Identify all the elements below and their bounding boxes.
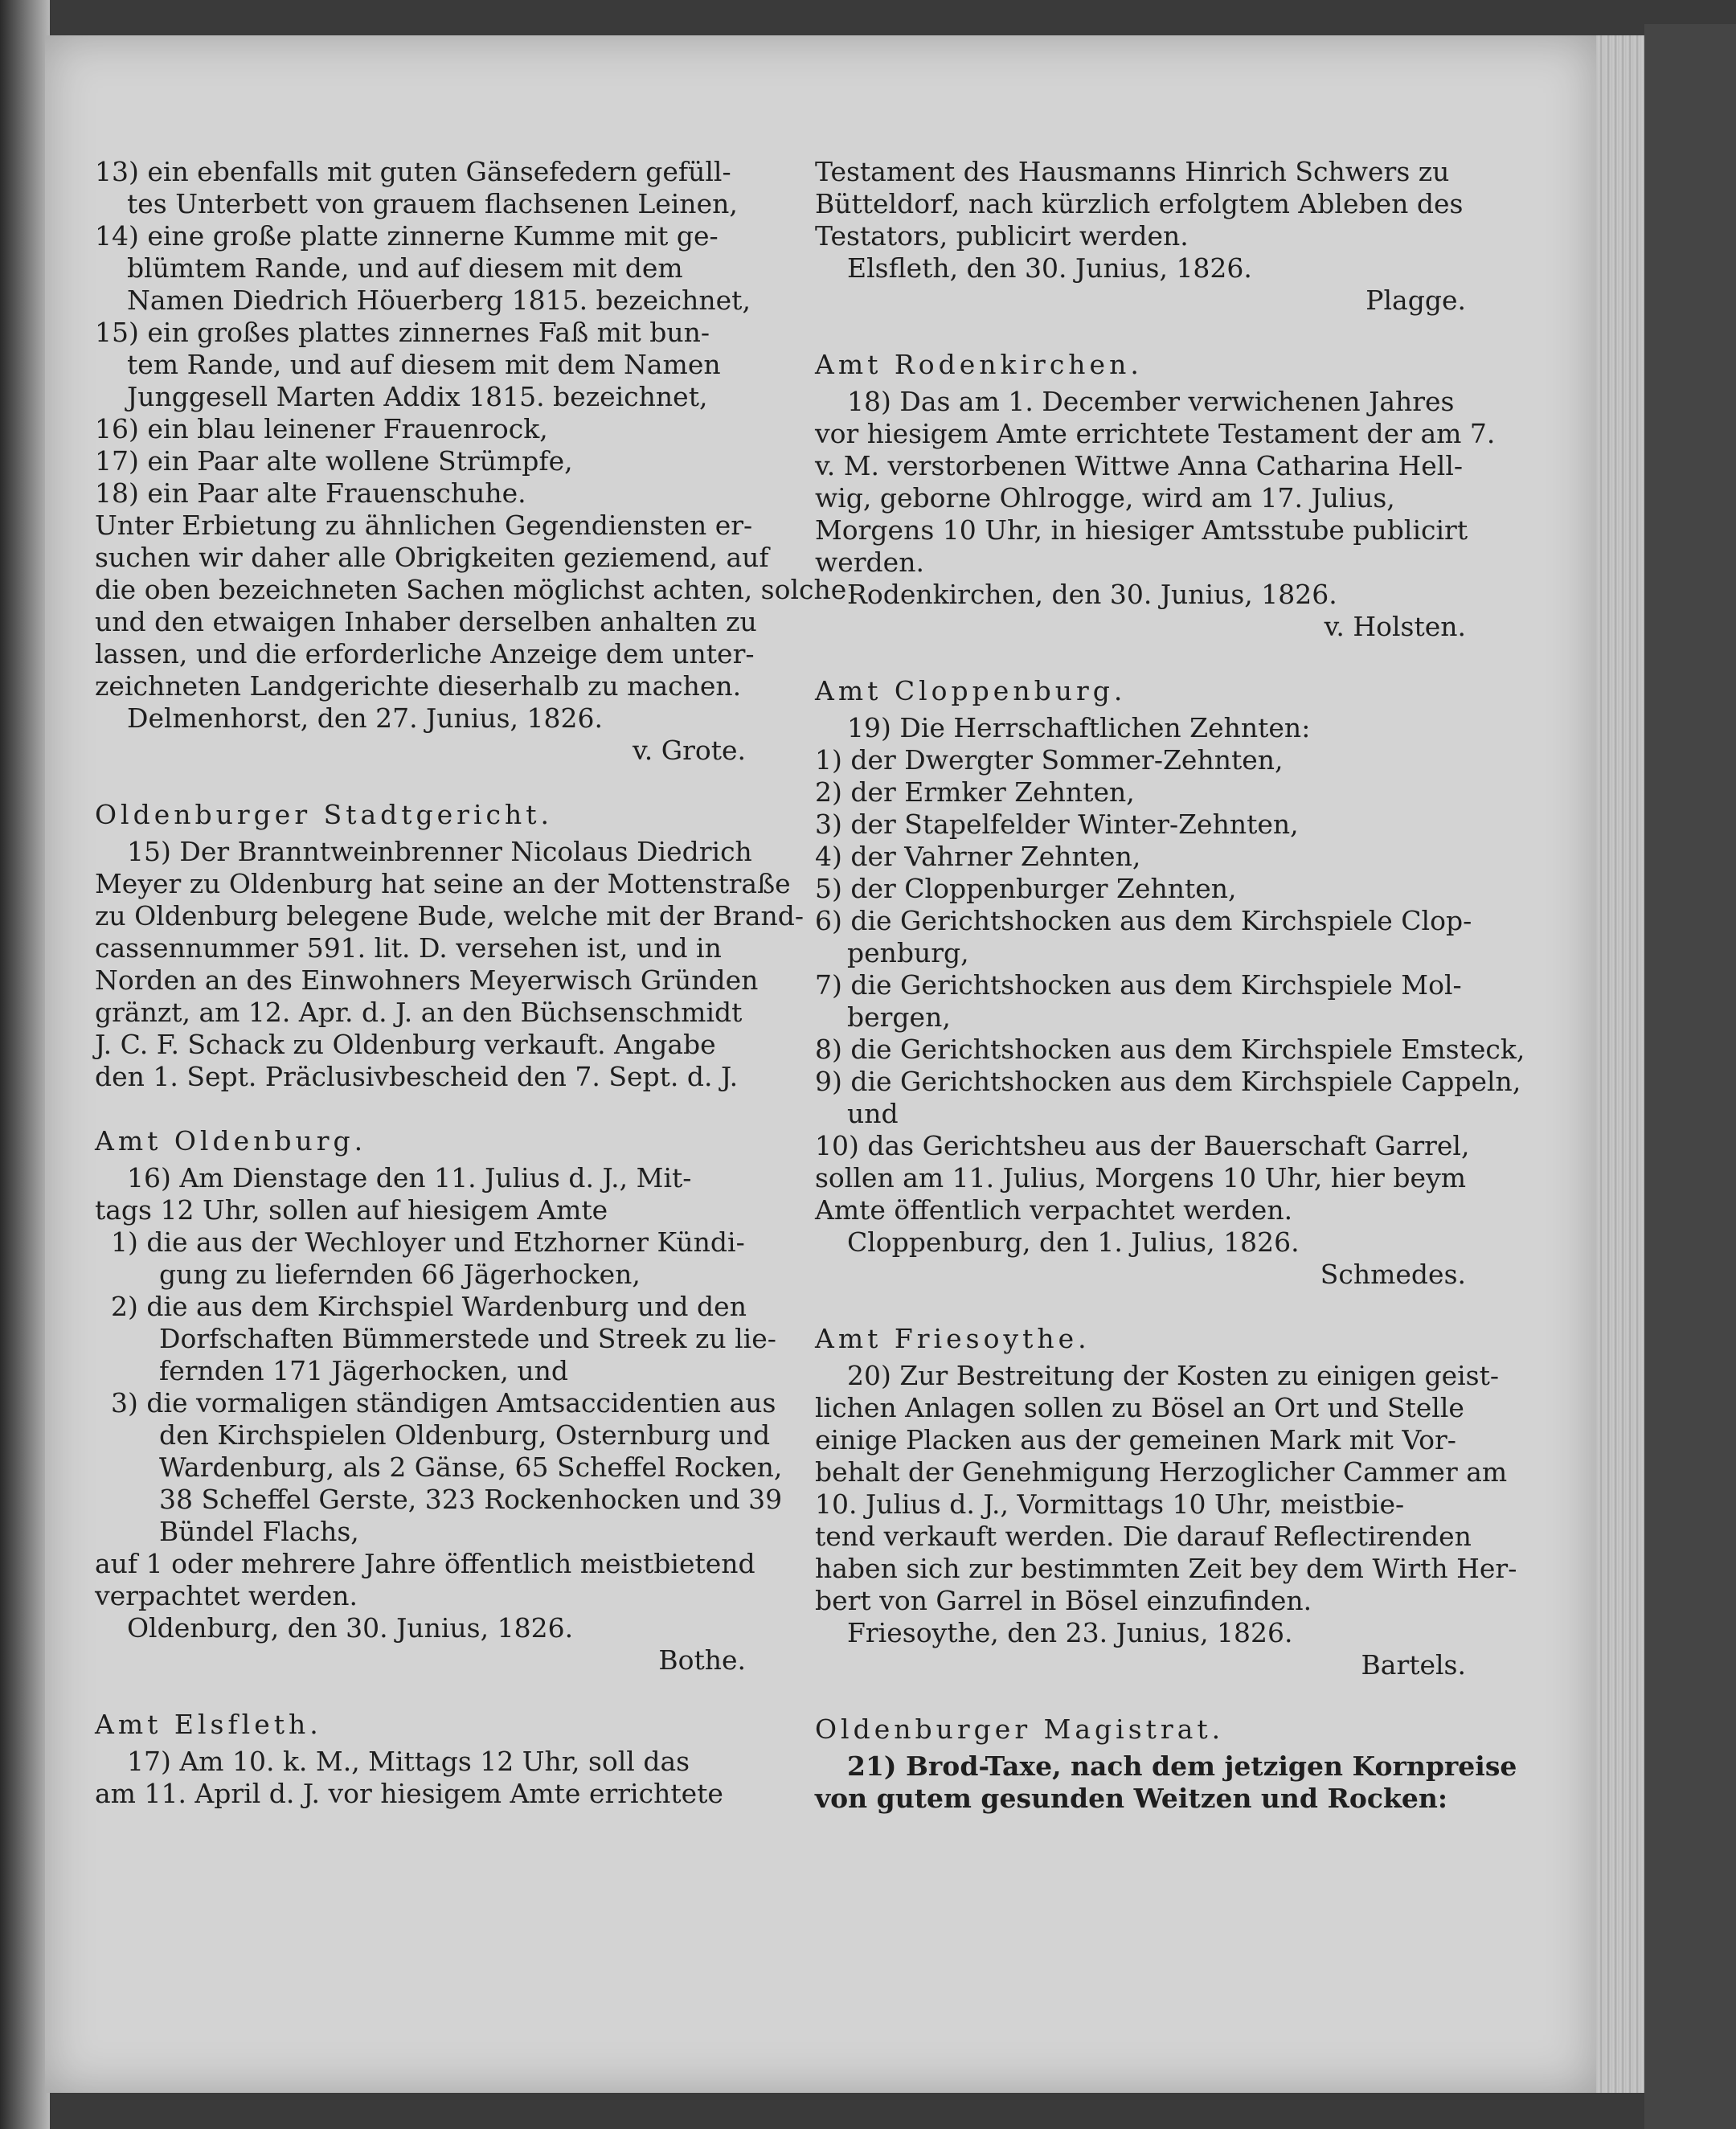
place-date: Rodenkirchen, den 30. Junius, 1826. bbox=[847, 579, 1337, 610]
text-line: zeichneten Landgerichte dieserhalb zu machen. bbox=[95, 670, 742, 702]
sub-item: 2) die aus dem Kirchspiel Wardenburg und den bbox=[111, 1291, 747, 1322]
section-heading: Amt Friesoythe. bbox=[815, 1323, 1091, 1354]
stadtgericht-paragraph bbox=[95, 836, 805, 1093]
list-item: 14) eine große platte zinnerne Kumme mit ge- bbox=[95, 220, 719, 252]
sub-item-cont: Dorfschaften Bümmerstede und Streek zu lie- bbox=[159, 1323, 776, 1354]
text-line: 18) Das am 1. December verwichenen Jahres bbox=[847, 386, 1455, 417]
section-heading: Amt Rodenkirchen. bbox=[815, 349, 1143, 380]
sub-item-cont: 38 Scheffel Gerste, 323 Rockenhocken und 39 bbox=[159, 1484, 783, 1515]
page bbox=[45, 35, 1596, 2093]
text-line: die oben bezeichneten Sachen möglichst achten, solche bbox=[95, 574, 847, 605]
signature: v. Grote. bbox=[633, 735, 746, 766]
text-line: cassennummer 591. lit. D. versehen ist, und in bbox=[95, 932, 722, 964]
list-item: 7) die Gerichtshocken aus dem Kirchspiele Mol- bbox=[815, 969, 1462, 1001]
sub-item: 1) die aus der Wechloyer und Etzhorner Kündi- bbox=[111, 1226, 745, 1258]
text-line: zu Oldenburg belegene Bude, welche mit der Brand- bbox=[95, 900, 805, 931]
text-line: 16) Am Dienstage den 11. Julius d. J., Mit- bbox=[127, 1162, 692, 1193]
text-line: lichen Anlagen sollen zu Bösel an Ort und Stelle bbox=[815, 1392, 1464, 1423]
place-date: Elsfleth, den 30. Junius, 1826. bbox=[847, 252, 1252, 284]
list-item-cont: bergen, bbox=[847, 1001, 951, 1033]
text-line: 20) Zur Bestreitung der Kosten zu einigen geist- bbox=[847, 1360, 1500, 1391]
sub-item-cont: Wardenburg, als 2 Gänse, 65 Scheffel Rocken, bbox=[159, 1451, 783, 1483]
list-item: 18) ein Paar alte Frauenschuhe. bbox=[95, 477, 526, 509]
text-line: auf 1 oder mehrere Jahre öffentlich meistbietend bbox=[95, 1548, 755, 1579]
section-heading: Amt Oldenburg. bbox=[95, 1125, 367, 1157]
text-line: 21) Brod-Taxe, nach dem jetzigen Kornpreise bbox=[847, 1750, 1517, 1782]
signature: Plagge. bbox=[1365, 285, 1466, 316]
text-line: vor hiesigem Amte errichtete Testament der am 7. bbox=[815, 418, 1496, 449]
text-line: suchen wir daher alle Obrigkeiten geziemend, auf bbox=[95, 542, 769, 573]
list-item: 6) die Gerichtshocken aus dem Kirchspiele Clop- bbox=[815, 905, 1472, 936]
text-line: werden. bbox=[815, 547, 924, 578]
section-heading: Oldenburger Stadtgericht. bbox=[95, 799, 553, 830]
text-line: einige Placken aus der gemeinen Mark mit Vor- bbox=[815, 1424, 1456, 1455]
text-line: Testament des Hausmanns Hinrich Schwers zu bbox=[815, 156, 1450, 187]
list-item: 2) der Ermker Zehnten, bbox=[815, 776, 1135, 808]
list-item-cont: blümtem Rande, und auf diesem mit dem bbox=[127, 252, 683, 284]
list-item: 1) der Dwergter Sommer-Zehnten, bbox=[815, 744, 1284, 776]
text-line: behalt der Genehmigung Herzoglicher Cammer am bbox=[815, 1456, 1508, 1488]
place-date: Cloppenburg, den 1. Julius, 1826. bbox=[847, 1226, 1300, 1258]
text-line: 17) Am 10. k. M., Mittags 12 Uhr, soll das bbox=[127, 1746, 690, 1777]
text-line: Meyer zu Oldenburg hat seine an der Mottenstraße bbox=[95, 868, 791, 899]
list-item: 16) ein blau leinener Frauenrock, bbox=[95, 413, 548, 444]
section-heading: Amt Elsfleth. bbox=[95, 1709, 322, 1740]
book-cover-edge bbox=[1644, 24, 1736, 2129]
list-items bbox=[95, 156, 794, 510]
text-line: haben sich zur bestimmten Zeit bey dem Wirth Her- bbox=[815, 1553, 1517, 1584]
text-line: den 1. Sept. Präclusivbescheid den 7. Sept. d. J. bbox=[95, 1061, 739, 1092]
section-heading: Amt Cloppenburg. bbox=[815, 675, 1127, 706]
text-line: sollen am 11. Julius, Morgens 10 Uhr, hier beym bbox=[815, 1162, 1466, 1193]
text-line: Testators, publicirt werden. bbox=[815, 220, 1189, 252]
signature: Bartels. bbox=[1361, 1649, 1466, 1681]
text-line: gränzt, am 12. Apr. d. J. an den Büchsenschmidt bbox=[95, 997, 743, 1028]
text-line: 10. Julius d. J., Vormittags 10 Uhr, meistbie- bbox=[815, 1488, 1405, 1520]
text-line: bert von Garrel in Bösel einzufinden. bbox=[815, 1585, 1312, 1616]
list-item-cont: und bbox=[847, 1098, 899, 1129]
request-paragraph bbox=[95, 510, 847, 702]
list-item: 17) ein Paar alte wollene Strümpfe, bbox=[95, 445, 573, 477]
list-item-cont: penburg, bbox=[847, 937, 969, 968]
text-line: und den etwaigen Inhaber derselben anhalten zu bbox=[95, 606, 757, 637]
sub-item: 3) die vormaligen ständigen Amtsaccidentien aus bbox=[111, 1387, 776, 1419]
sub-item-cont: den Kirchspielen Oldenburg, Osternburg und bbox=[159, 1419, 771, 1451]
list-item: 5) der Cloppenburger Zehnten, bbox=[815, 873, 1237, 904]
list-item: 15) ein großes plattes zinnernes Faß mit bun- bbox=[95, 317, 710, 348]
text-line: Amte öffentlich verpachtet werden. bbox=[815, 1194, 1293, 1226]
page-stack-edge bbox=[1596, 35, 1644, 2093]
list-item-cont: tes Unterbett von grauem flachsenen Leinen, bbox=[127, 188, 738, 219]
list-item: 10) das Gerichtsheu aus der Bauerschaft Garrel, bbox=[815, 1130, 1470, 1161]
text-line: von gutem gesunden Weitzen und Rocken: bbox=[815, 1783, 1448, 1814]
text-line: tags 12 Uhr, sollen auf hiesigem Amte bbox=[95, 1194, 608, 1226]
list-item: 9) die Gerichtshocken aus dem Kirchspiele Cappeln, bbox=[815, 1066, 1521, 1097]
list-item-cont: tem Rande, und auf diesem mit dem Namen bbox=[127, 349, 721, 380]
text-line: 19) Die Herrschaftlichen Zehnten: bbox=[847, 712, 1311, 743]
list-item-cont: Junggesell Marten Addix 1815. bezeichnet, bbox=[127, 381, 708, 412]
list-item: 8) die Gerichtshocken aus dem Kirchspiele Emsteck, bbox=[815, 1034, 1525, 1065]
place-date: Oldenburg, den 30. Junius, 1826. bbox=[127, 1612, 574, 1644]
text-line: Norden an des Einwohners Meyerwisch Gründen bbox=[95, 964, 759, 996]
list-item: 13) ein ebenfalls mit guten Gänsefedern gefüll- bbox=[95, 156, 731, 187]
text-line: J. C. F. Schack zu Oldenburg verkauft. Angabe bbox=[95, 1029, 716, 1060]
right-column bbox=[815, 156, 1525, 1815]
text-line: tend verkauft werden. Die darauf Reflectirenden bbox=[815, 1521, 1472, 1552]
text-line: Bütteldorf, nach kürzlich erfolgtem Ableben des bbox=[815, 188, 1464, 219]
sub-item-cont: Bündel Flachs, bbox=[159, 1516, 359, 1547]
text-line: 15) Der Branntweinbrenner Nicolaus Diedrich bbox=[127, 836, 752, 867]
text-line: am 11. April d. J. vor hiesigem Amte errichtete bbox=[95, 1778, 723, 1809]
signature: Bothe. bbox=[658, 1644, 746, 1676]
place-date: Delmenhorst, den 27. Junius, 1826. bbox=[127, 702, 603, 734]
text-line: lassen, und die erforderliche Anzeige dem unter- bbox=[95, 638, 755, 669]
text-line: verpachtet werden. bbox=[95, 1580, 358, 1611]
text-line: v. M. verstorbenen Wittwe Anna Catharina Hell- bbox=[815, 450, 1464, 481]
place-date: Friesoythe, den 23. Junius, 1826. bbox=[847, 1617, 1293, 1648]
text-line: wig, geborne Ohlrogge, wird am 17. Julius, bbox=[815, 482, 1395, 514]
left-column bbox=[95, 156, 847, 1810]
list-item: 3) der Stapelfelder Winter-Zehnten, bbox=[815, 809, 1299, 840]
sub-item-cont: gung zu liefernden 66 Jägerhocken, bbox=[159, 1259, 641, 1290]
sub-item-cont: fernden 171 Jägerhocken, und bbox=[159, 1355, 568, 1386]
text-line: Morgens 10 Uhr, in hiesiger Amtsstube publicirt bbox=[815, 514, 1468, 546]
section-heading: Oldenburger Magistrat. bbox=[815, 1713, 1225, 1745]
text-line: Unter Erbietung zu ähnlichen Gegendiensten er- bbox=[95, 510, 753, 541]
list-item: 4) der Vahrner Zehnten, bbox=[815, 841, 1141, 872]
signature: v. Holsten. bbox=[1324, 611, 1466, 642]
list-item-cont: Namen Diedrich Höuerberg 1815. bezeichnet, bbox=[127, 285, 751, 316]
signature: Schmedes. bbox=[1320, 1259, 1466, 1290]
left-page-edge bbox=[0, 0, 50, 2129]
